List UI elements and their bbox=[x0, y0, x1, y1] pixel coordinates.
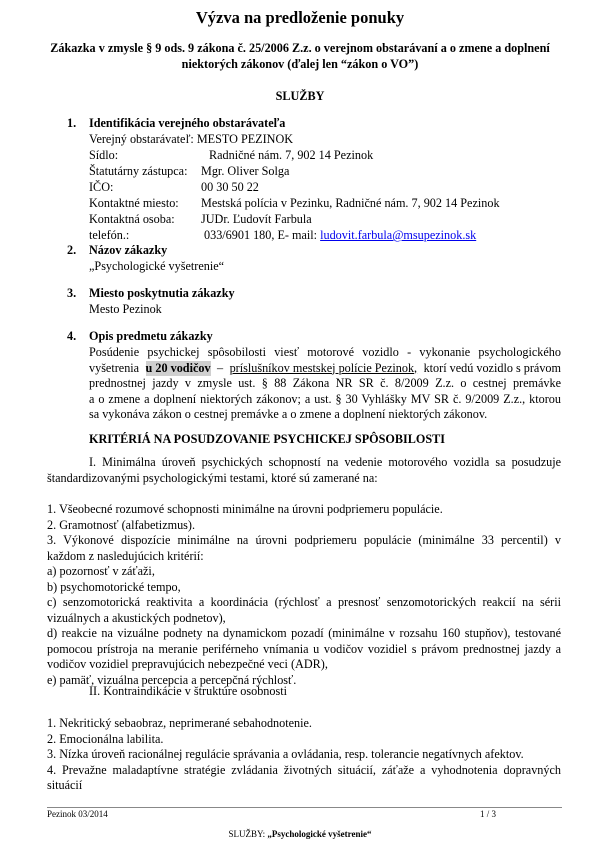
list-item: 2. Gramotnosť (alfabetizmus). bbox=[47, 517, 196, 532]
section-4-paragraph bbox=[89, 345, 561, 423]
contact-place-value: Mestská polícia v Pezinku, Radničné nám. 7, 902 14 Pezinok bbox=[201, 196, 500, 210]
p-line: prednostnej jazdy v zmysle ust. § 88 Zákona NR SR č. 8/2009 Z.z. o cestnej premávke bbox=[89, 376, 561, 390]
contract-name: „Psychologické vyšetrenie“ bbox=[89, 259, 225, 273]
label: IČO: bbox=[89, 180, 114, 194]
criteria-heading: KRITÉRIÁ NA POSUDZOVANIE PSYCHICKEJ SPÔSOBILOSTI bbox=[89, 432, 446, 446]
seat-value: Radničné nám. 7, 902 14 Pezinok bbox=[209, 148, 374, 162]
footer-rule bbox=[47, 807, 562, 808]
part1-list bbox=[47, 502, 561, 688]
footer-page-number: 1 / 3 bbox=[480, 809, 497, 819]
list-item: 2. Emocionálna labilita. bbox=[47, 731, 164, 746]
intro-line-1: I. Minimálna úroveň psychických schopností na vedenie motorového vozidla sa posudzuje bbox=[89, 455, 561, 469]
list-item: 4. Prevažne maladaptívne stratégie zvládania životných situácií, záťaže a vyhodnotenia dopravných bbox=[47, 762, 561, 777]
label: Kontaktné miesto: bbox=[89, 196, 179, 210]
list-item: a) pozornosť v záťaži, bbox=[47, 564, 155, 578]
list-item: d) reakcie na vizuálne podnety na dynamickom pozadí (minimálne v rozsahu 160 stupňov), testované bbox=[47, 626, 561, 640]
p2-end: ktorí vedú vozidlo s právom bbox=[423, 360, 561, 375]
contact-person-value: JUDr. Ľudovít Farbula bbox=[201, 212, 312, 226]
p-line: Posúdenie psychickej spôsobilosti viesť motorové vozidlo - vykonanie psychologického bbox=[89, 345, 561, 359]
row-contact-person bbox=[89, 212, 175, 228]
subtitle-line-2: niektorých zákonov (ďalej len “zákon o VO”) bbox=[181, 57, 419, 71]
label: Verejný obstarávateľ: bbox=[89, 132, 194, 146]
p2-dash: – bbox=[217, 360, 224, 375]
row-seat bbox=[89, 148, 118, 164]
p-line: sa vykonáva zákon o cestnej premávke a o zmene a doplnení niektorých zákonov. bbox=[89, 407, 488, 421]
list-item: každom z nasledujúcich kritérií: bbox=[47, 548, 204, 563]
label: telefón.: bbox=[89, 228, 130, 242]
list-item: c) senzomotorická reaktivita a koordinácia (rýchlosť a presnosť senzomotorických reakcií na sérii bbox=[47, 595, 561, 609]
phone-value bbox=[204, 228, 476, 244]
footer-date: Pezinok 03/2014 bbox=[47, 809, 108, 819]
row-ico bbox=[89, 180, 113, 196]
label: Štatutárny zástupca: bbox=[89, 164, 188, 178]
footer-center bbox=[0, 829, 600, 840]
footer-title: „Psychologické vyšetrenie“ bbox=[267, 829, 372, 839]
subtitle-line-1: Zákazka v zmysle § 9 ods. 9 zákona č. 25/2006 Z.z. o verejnom obstarávaní a o zmene a doplnení bbox=[50, 41, 550, 55]
highlight-20-drivers: u 20 vodičov bbox=[145, 360, 211, 375]
p-line: a o zmene a doplnení niektorých zákonov; a ust. § 30 Vyhlášky MV SR č. 9/2009 Z.z., ktorou bbox=[89, 391, 561, 406]
p-line-2 bbox=[89, 361, 561, 377]
intro-line-2: štandardizovanými psychologickými testami, ktoré sú zamerané na: bbox=[47, 470, 378, 485]
section-3-number: 3. bbox=[67, 286, 77, 300]
row-contact-place bbox=[89, 196, 179, 212]
section-1-number: 1. bbox=[67, 116, 77, 130]
list-item: b) psychomotorické tempo, bbox=[47, 579, 181, 594]
section-4-number: 4. bbox=[67, 329, 77, 343]
statutory-value: Mgr. Oliver Solga bbox=[201, 164, 290, 178]
place-of-performance: Mesto Pezinok bbox=[89, 302, 162, 316]
ico-value: 00 30 50 22 bbox=[201, 180, 259, 194]
email-link[interactable]: ludovit.farbula@msupezinok.sk bbox=[320, 228, 477, 242]
section-3-heading: Miesto poskytnutia zákazky bbox=[89, 286, 235, 300]
list-item: vodičov vozidiel prepravujúcich nebezpečné veci (ADR), bbox=[47, 657, 328, 671]
label: Kontaktná osoba: bbox=[89, 212, 175, 226]
row-phone bbox=[89, 228, 129, 244]
part2-heading: II. Kontraindikácie v štruktúre osobnosti bbox=[89, 684, 288, 698]
row-contracting-authority bbox=[89, 132, 293, 148]
value: MESTO PEZINOK bbox=[196, 132, 294, 146]
section-1-heading: Identifikácia verejného obstarávateľa bbox=[89, 116, 286, 130]
document-title: Výzva na predloženie ponuky bbox=[195, 8, 405, 27]
label: Sídlo: bbox=[89, 148, 119, 162]
section-4-heading: Opis predmetu zákazky bbox=[89, 329, 213, 343]
part2-list bbox=[47, 716, 561, 794]
list-item: 1. Nekritický sebaobraz, neprimerané sebahodnotenie. bbox=[47, 716, 312, 730]
list-item: e) pamäť, vizuálna percepcia a percepčná rýchlosť. bbox=[47, 672, 297, 687]
list-item: 1. Všeobecné rozumové schopnosti minimálne na úrovni podpriemeru populácie. bbox=[47, 502, 443, 516]
phone-email-text: 033/6901 180, E- mail: bbox=[204, 228, 318, 242]
section-2-heading: Názov zákazky bbox=[89, 243, 168, 257]
list-item: vizuálnych a akustických podnetov), bbox=[47, 610, 226, 625]
list-item: pomocou prístroja na meranie periférneho vnímania u vodičov vozidiel s právom prednostnej jazdy a bbox=[47, 641, 561, 656]
contract-type: SLUŽBY bbox=[275, 89, 325, 103]
footer-label: SLUŽBY: bbox=[228, 829, 266, 839]
list-item: situácií bbox=[47, 778, 83, 792]
row-statutory bbox=[89, 164, 187, 180]
underlined-police: príslušníkov mestskej polície Pezinok, bbox=[229, 360, 418, 375]
section-2-number: 2. bbox=[67, 243, 77, 257]
p2-start: vyšetrenia bbox=[89, 360, 140, 375]
list-item: 3. Výkonové dispozície minimálne na úrovni podpriemeru populácie (minimálne 33 percentil) v bbox=[47, 533, 561, 547]
list-item: 3. Nízka úroveň racionálnej regulácie správania a ovládania, resp. tolerancie negatívnych afektov. bbox=[47, 747, 524, 761]
part1-intro bbox=[47, 455, 561, 486]
